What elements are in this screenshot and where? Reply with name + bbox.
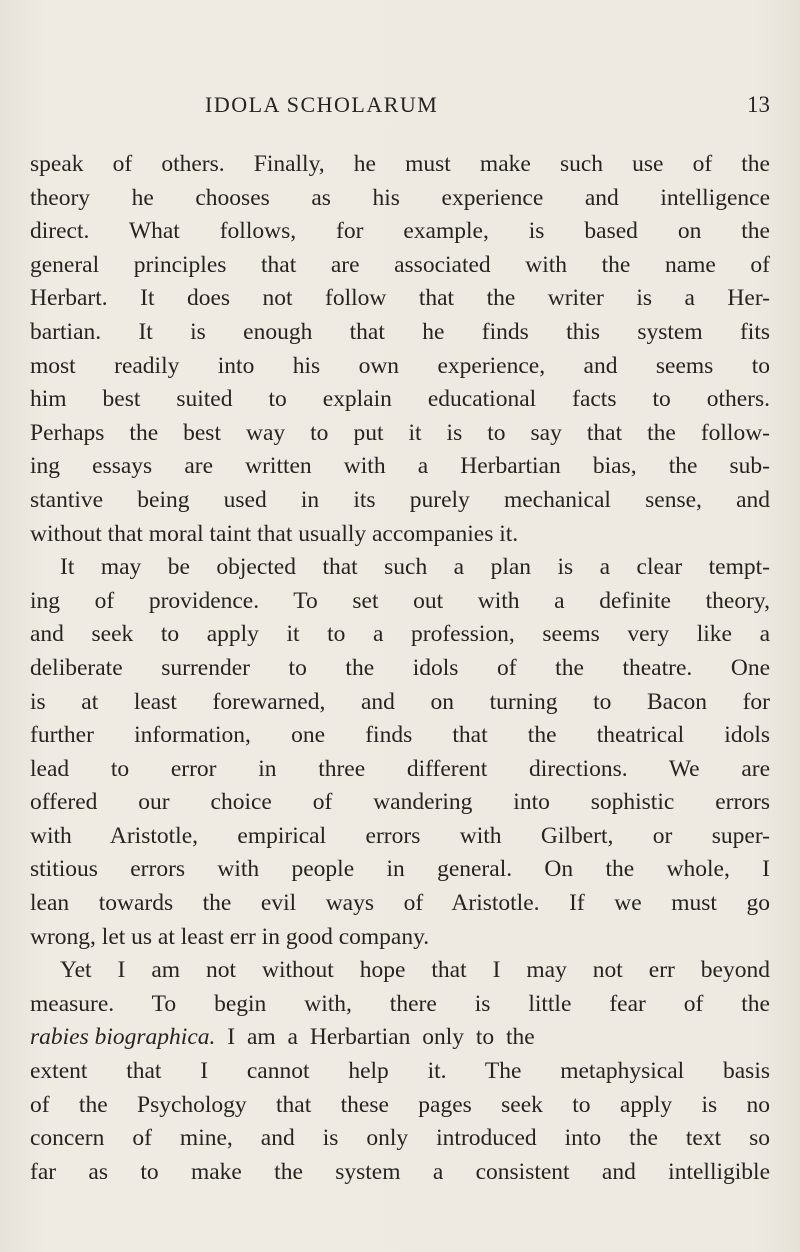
- text-line: ing of providence. To set out with a definite theory,: [30, 587, 770, 614]
- text-line: far as to make the system a consistent and intelligible: [30, 1158, 770, 1185]
- running-title: IDOLA SCHOLARUM: [205, 92, 439, 117]
- text-line: Herbart. It does not follow that the writer is a Her-: [30, 285, 770, 312]
- text-line: him best suited to explain educational facts to others.: [30, 386, 770, 413]
- text-line: without that moral taint that usually accompanies it.: [30, 520, 519, 547]
- text-line: lean towards the evil ways of Aristotle. If we must go: [30, 890, 770, 917]
- text-line: offered our choice of wandering into sophistic errors: [30, 789, 770, 816]
- text-line: [30, 1021, 770, 1055]
- text-line: and seek to apply it to a profession, seems very like a: [30, 621, 770, 648]
- text-line: stitious errors with people in general. On the whole, I: [30, 856, 770, 883]
- text-line: of the Psychology that these pages seek to apply is no: [30, 1091, 770, 1118]
- text-line: is at least forewarned, and on turning to Bacon for: [30, 688, 770, 715]
- text-line: theory he chooses as his experience and intelligence: [30, 184, 770, 211]
- running-head: [0, 92, 800, 122]
- text-line: stantive being used in its purely mechanical sense, and: [30, 486, 770, 513]
- text-line: general principles that are associated with the name of: [30, 251, 770, 278]
- text-line: lead to error in three different directions. We are: [30, 755, 770, 782]
- text-line: ing essays are written with a Herbartian bias, the sub-: [30, 453, 770, 480]
- body-text: [30, 148, 770, 1189]
- text-line: extent that I cannot help it. The metaphysical basis: [30, 1058, 770, 1085]
- text-line: further information, one finds that the theatrical idols: [30, 722, 770, 749]
- text-line: bartian. It is enough that he finds this system fits: [30, 318, 770, 345]
- text-line: direct. What follows, for example, is based on the: [30, 218, 770, 245]
- text-line: deliberate surrender to the idols of the theatre. One: [30, 654, 770, 681]
- text-line: Perhaps the best way to put it is to say that the follow-: [30, 419, 770, 446]
- text-line: concern of mine, and is only introduced into the text so: [30, 1125, 770, 1152]
- text-line: with Aristotle, empirical errors with Gilbert, or super-: [30, 822, 770, 849]
- text-line: most readily into his own experience, and seems to: [30, 352, 770, 379]
- text-line: speak of others. Finally, he must make such use of the: [30, 151, 770, 177]
- italic-phrase: rabies biographica.: [30, 1024, 216, 1051]
- text-line: wrong, let us at least err in good company.: [30, 923, 430, 950]
- page-number: 13: [747, 92, 770, 117]
- text-line: Yet I am not without hope that I may not err beyond: [60, 957, 770, 984]
- text-line: It may be objected that such a plan is a clear tempt-: [60, 554, 770, 581]
- text-run: I am a Herbartian only to the: [215, 1024, 535, 1051]
- text-line: measure. To begin with, there is little fear of the: [30, 990, 770, 1017]
